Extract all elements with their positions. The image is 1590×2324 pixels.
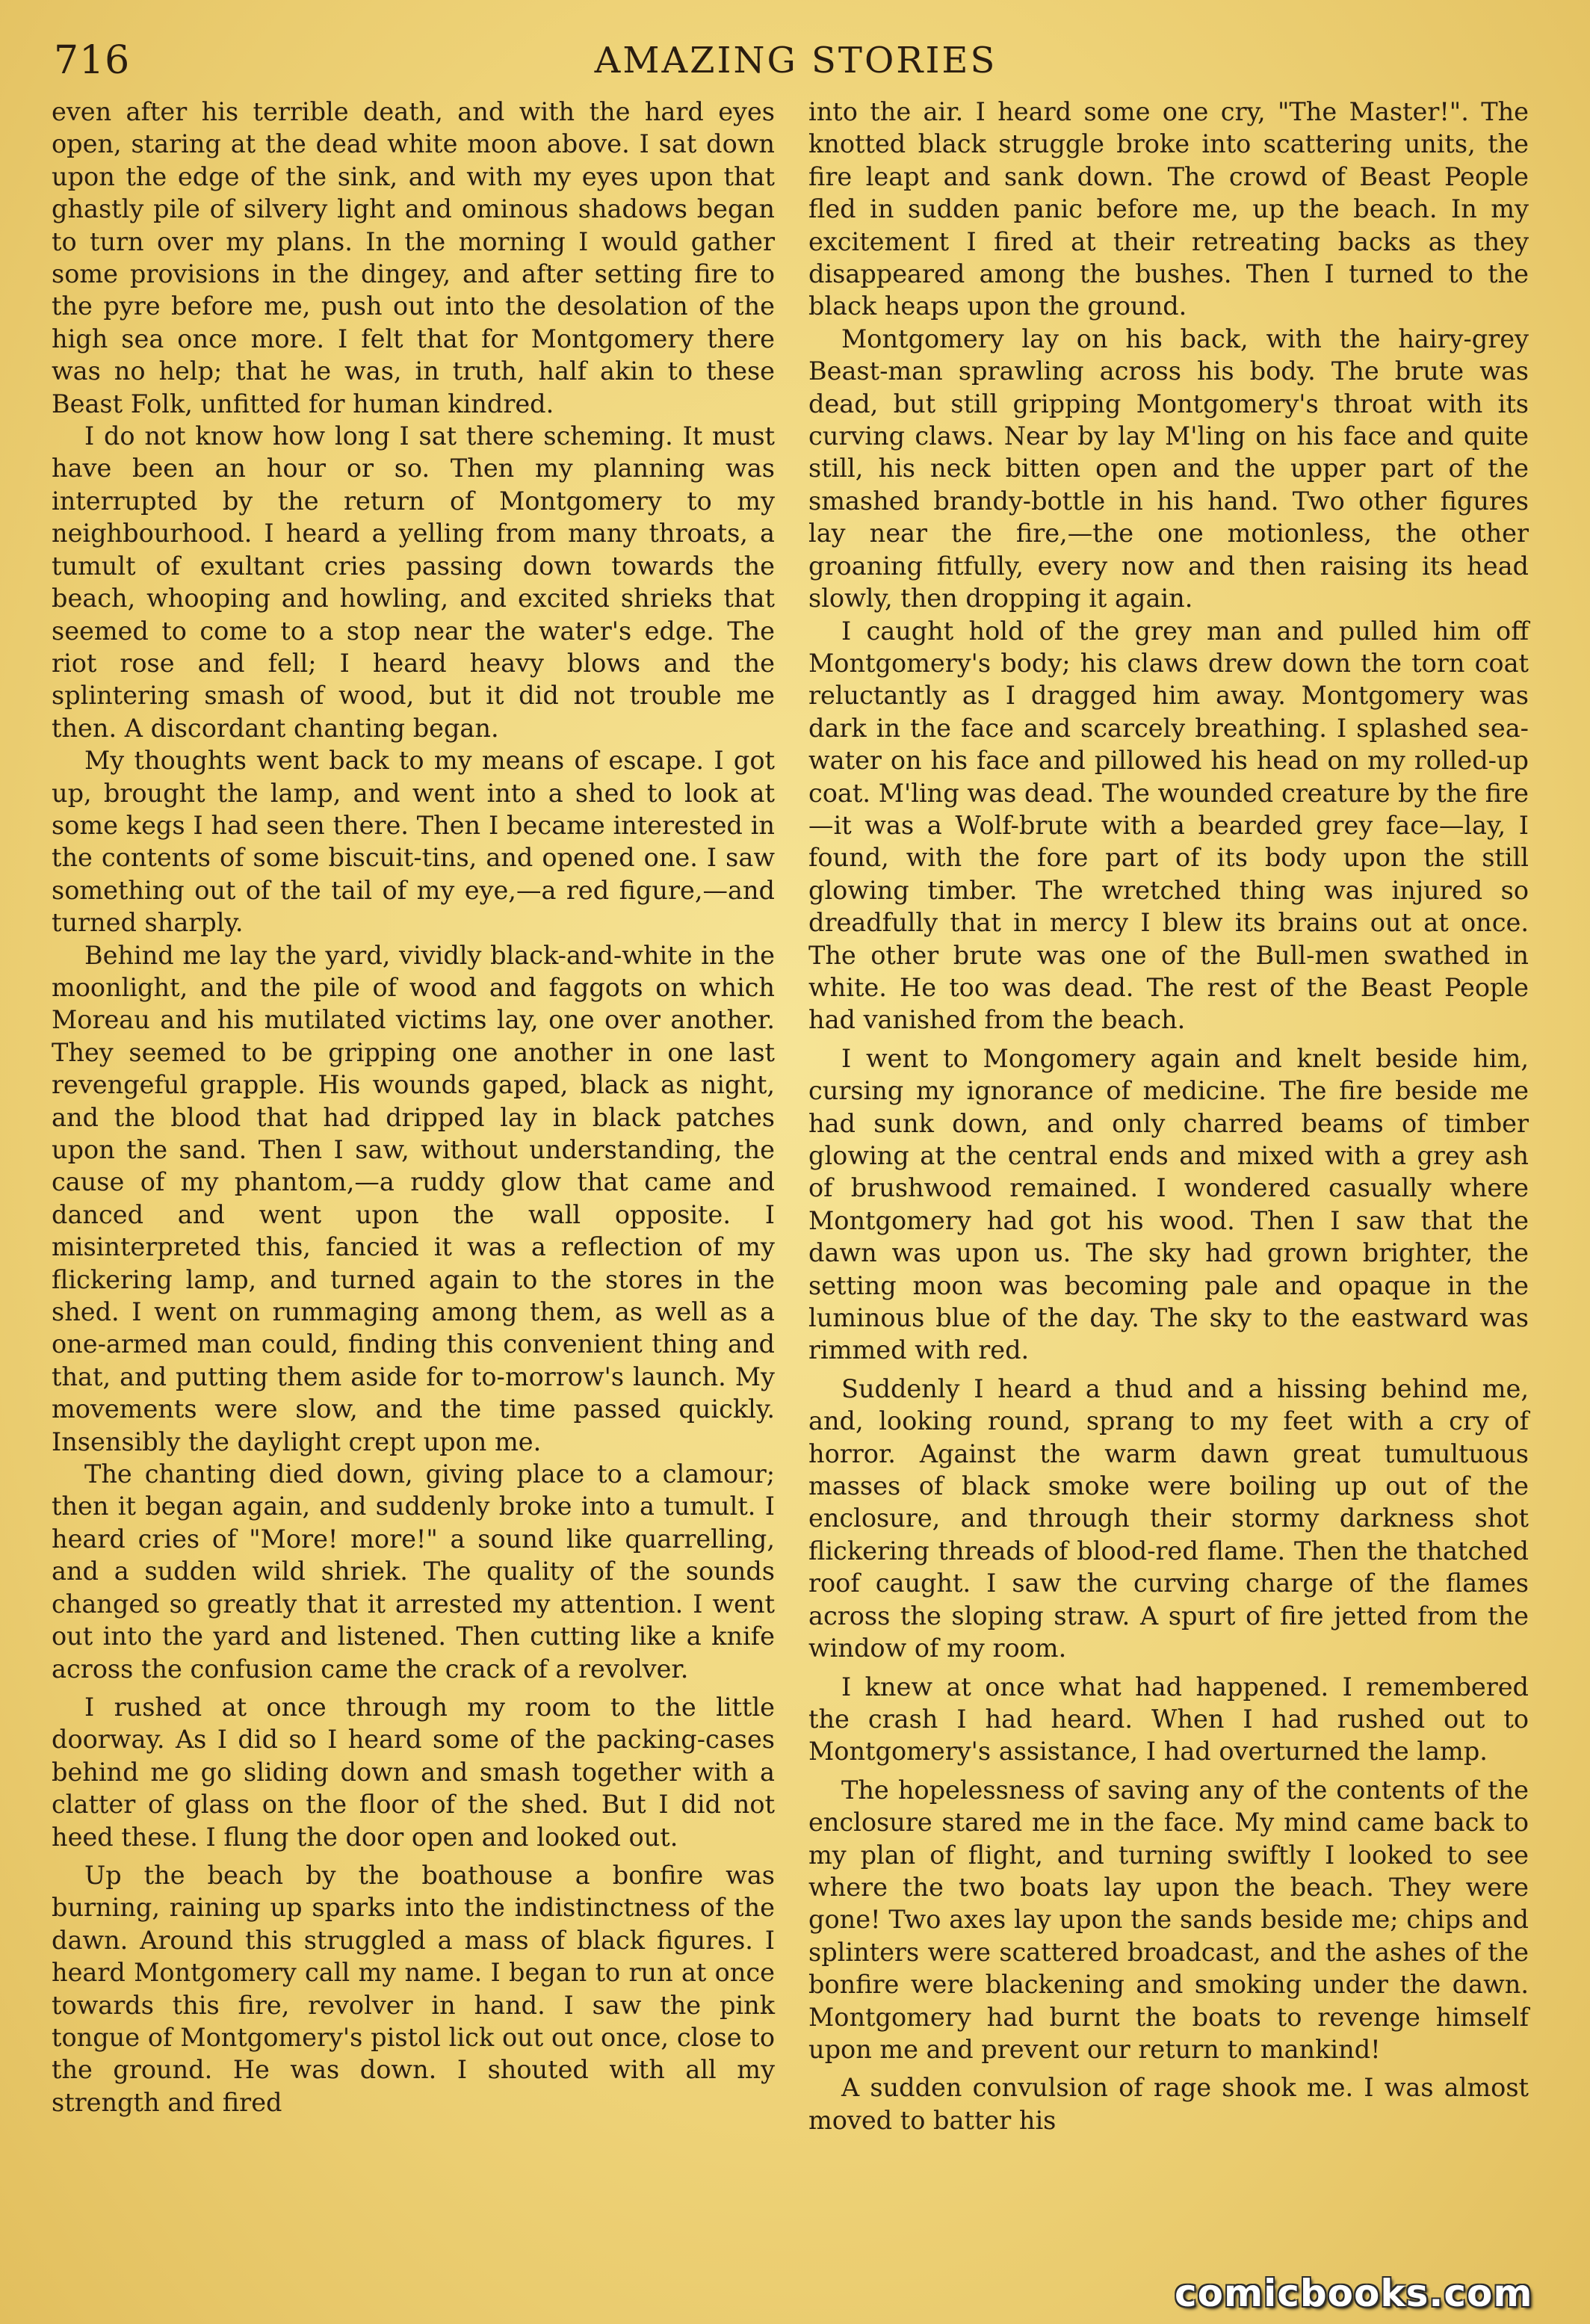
paragraph: I caught hold of the grey man and pulled him off Montgomery's body; his claws drew down the torn coat reluctantly as I dragged him away. Montgomery was dark in the face and scarcely breathing. I splashed sea-water on his face and pillowed his head on my rolled-up coat. M'ling was dead. The wounded creature by the fire—it was a Wolf-brute with a bearded grey face—lay, I found, with the fore part of its body upon the still glowing timber. The wretched thing was injured so dreadfully that in mercy I blew its brains out at once. The other brute was one of the Bull-men swathed in white. He too was dead. The rest of the Beast People had vanished from the beach. bbox=[808, 616, 1529, 1035]
paragraph: The hopelessness of saving any of the contents of the enclosure stared me in the face. My mind came back to my plan of flight, and turning swiftly I looked to see where the two boats lay upon the beach. They were gone! Two axes lay upon the sands beside me; chips and splinters were scattered broadcast, and the ashes of the bonfire were blackening and smoking under the dawn. Montgomery had burnt the boats to revenge himself upon me and prevent our return to mankind! bbox=[808, 1775, 1529, 2064]
site-watermark: comicbooks.com bbox=[1175, 2272, 1533, 2315]
paragraph: even after his terrible death, and with the hard eyes open, staring at the dead white moon above. I sat down upon the edge of the sink, and with my eyes upon that ghastly pile of silvery light and ominous shadows began to turn over my plans. In the morning I would gather some provisions in the dingey, and after setting fire to the pyre before me, push out into the desolation of the high sea once more. I felt that for Montgomery there was no help; that he was, in truth, half akin to these Beast Folk, unfitted for human kindred. bbox=[52, 97, 775, 418]
paragraph: into the air. I heard some one cry, "The Master!". The knotted black struggle broke into scattering units, the fire leapt and sank down. The crowd of Beast People fled in sudden panic before me, up the beach. In my excitement I fired at their retreating backs as they disappeared among the bushes. Then I turned to the black heaps upon the ground. bbox=[808, 97, 1529, 321]
paragraph: The chanting died down, giving place to a clamour; then it began again, and suddenly broke into a tumult. I heard cries of "More! more!" a sound like quarrelling, and a sudden wild shriek. The quality of the sounds changed so greatly that it arrested my attention. I went out into the yard and listened. Then cutting like a knife across the confusion came the crack of a revolver. bbox=[52, 1459, 775, 1684]
paragraph: A sudden convulsion of rage shook me. I was almost moved to batter his bbox=[808, 2073, 1529, 2135]
paragraph: Up the beach by the boathouse a bonfire was burning, raining up sparks into the indistinctness of the dawn. Around this struggled a mass of black figures. I heard Montgomery call my name. I began to run at once towards this fire, revolver in hand. I saw the pink tongue of Montgomery's pistol lick out out once, close to the ground. He was down. I shouted with all my strength and fired bbox=[52, 1860, 775, 2117]
paragraph: Behind me lay the yard, vividly black-and-white in the moonlight, and the pile of wood and faggots on which Moreau and his mutilated victims lay, one over another. They seemed to be gripping one another in one last revengeful grapple. His wounds gaped, black as night, and the blood that had dripped lay in black patches upon the sand. Then I saw, without understanding, the cause of my phantom,—a ruddy glow that came and danced and went upon the wall opposite. I misinterpreted this, fancied it was a reflection of my flickering lamp, and turned again to the stores in the shed. I went on rummaging among them, as well as a one-armed man could, finding this convenient thing and that, and putting them aside for to-morrow's launch. My movements were slow, and the time passed quickly. Insensibly the daylight crept upon me. bbox=[52, 940, 775, 1456]
paragraph: I rushed at once through my room to the little doorway. As I did so I heard some of the packing-cases behind me go sliding down and smash together with a clatter of glass on the floor of the shed. But I did not heed these. I flung the door open and looked out. bbox=[52, 1692, 775, 1852]
right-column bbox=[808, 96, 1529, 2136]
paragraph: I knew at once what had happened. I remembered the crash I had heard. When I had rushed out to Montgomery's assistance, I had overturned the lamp. bbox=[808, 1672, 1529, 1767]
running-title: AMAZING STORIES bbox=[594, 40, 997, 81]
paragraph: Suddenly I heard a thud and a hissing behind me, and, looking round, sprang to my feet with a cry of horror. Against the warm dawn great tumultuous masses of black smoke were boiling up out of the enclosure, and through their stormy darkness shot flickering threads of blood-red flame. Then the thatched roof caught. I saw the curving charge of the flames across the sloping straw. A spurt of fire jetted from the window of my room. bbox=[808, 1373, 1529, 1663]
page-header bbox=[54, 37, 1538, 84]
paragraph: I do not know how long I sat there scheming. It must have been an hour or so. Then my planning was interrupted by the return of Montgomery to my neighbourhood. I heard a yelling from many throats, a tumult of exultant cries passing down towards the beach, whooping and howling, and excited shrieks that seemed to come to a stop near the water's edge. The riot rose and fell; I heard heavy blows and the splintering smash of wood, but it did not trouble me then. A discordant chanting began. bbox=[52, 421, 775, 743]
paragraph: My thoughts went back to my means of escape. I got up, brought the lamp, and went into a shed to look at some kegs I had seen there. Then I became interested in the contents of some biscuit-tins, and opened one. I saw something out of the tail of my eye,—a red figure,—and turned sharply. bbox=[52, 746, 775, 938]
paragraph: Montgomery lay on his back, with the hairy-grey Beast-man sprawling across his body. The brute was dead, but still gripping Montgomery's throat with its curving claws. Near by lay M'ling on his face and quite still, his neck bitten open and the upper part of the smashed brandy-bottle in his hand. Two other figures lay near the fire,—the one motionless, the other groaning fitfully, every now and then raising its head slowly, then dropping it again. bbox=[808, 324, 1529, 614]
left-column bbox=[52, 96, 775, 2119]
paragraph: I went to Mongomery again and knelt beside him, cursing my ignorance of medicine. The fire beside me had sunk down, and only charred beams of timber glowing at the central ends and mixed with a grey ash of brushwood remained. I wondered casually where Montgomery had got his wood. Then I saw that the dawn was upon us. The sky had grown brighter, the setting moon was becoming pale and opaque in the luminous blue of the day. The sky to the eastward was rimmed with red. bbox=[808, 1043, 1529, 1365]
page-number: 716 bbox=[54, 38, 131, 83]
